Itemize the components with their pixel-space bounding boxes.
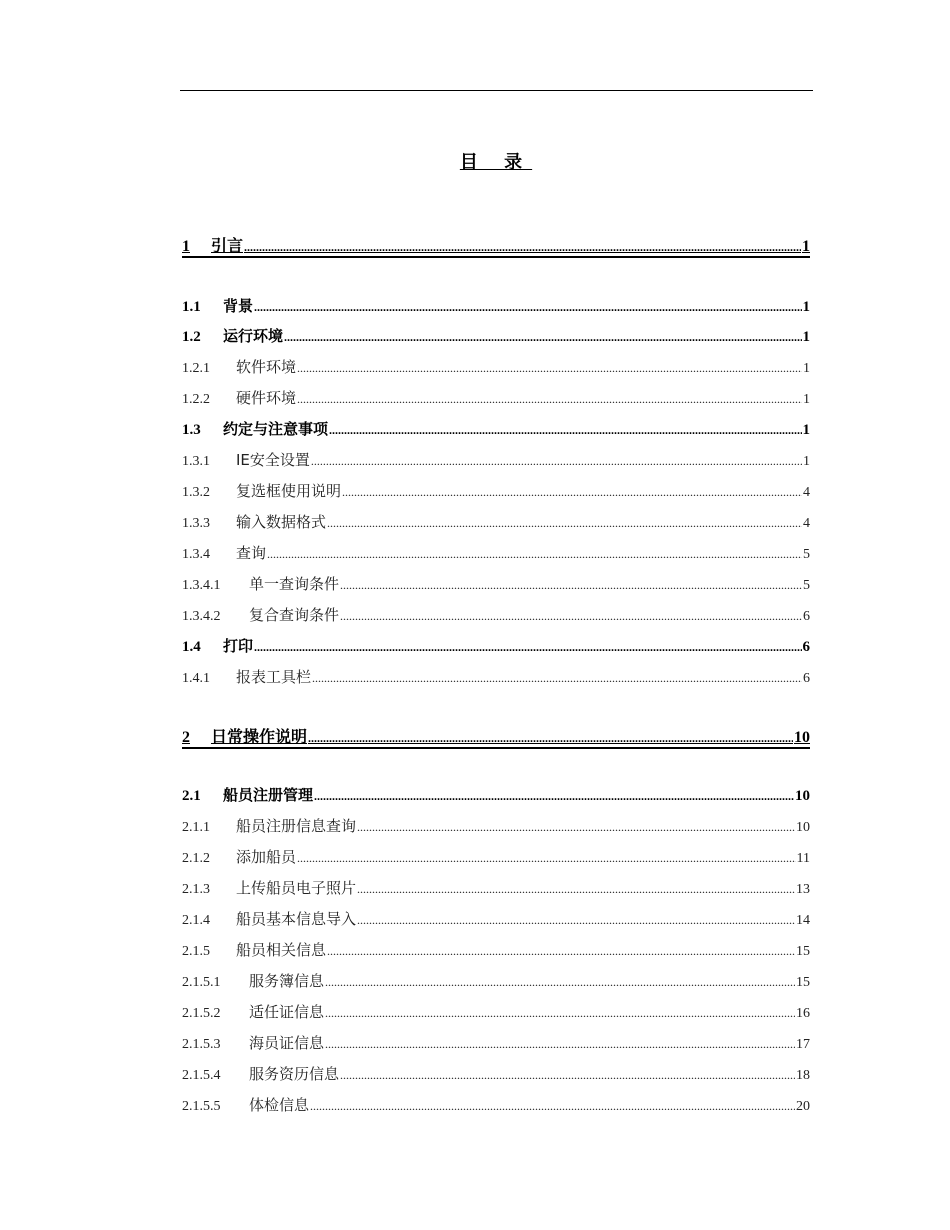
toc-entry-page: 16 <box>796 1006 810 1021</box>
toc-entry-title: 服务簿信息 <box>249 972 325 990</box>
toc-entry-number: 2.1.5.5 <box>182 1099 221 1114</box>
toc-entry-title: 海员证信息 <box>249 1034 325 1052</box>
page-title: 目 录 <box>459 152 533 173</box>
toc-entry-number: 1.3.4.2 <box>182 609 221 624</box>
toc-entry[interactable] <box>182 605 810 625</box>
toc-entry[interactable] <box>182 785 810 805</box>
toc-entry-title: 复选框使用说明 <box>236 482 342 500</box>
toc-entry-number: 2.1 <box>182 788 201 804</box>
toc-entry-page: 1 <box>802 422 810 438</box>
toc-dot-leader <box>340 606 802 626</box>
toc-entry-number: 2 <box>182 729 190 746</box>
toc-dot-leader <box>297 389 802 409</box>
toc-entry-number: 1.2.2 <box>182 392 210 407</box>
toc-entry-page: 4 <box>803 485 810 500</box>
toc-entry-page: 5 <box>803 547 810 562</box>
toc-entry-number: 2.1.5.4 <box>182 1068 221 1083</box>
toc-entry[interactable] <box>182 574 810 594</box>
toc-entry-page: 6 <box>803 609 810 624</box>
toc-entry-page: 1 <box>802 299 810 315</box>
toc-entry[interactable] <box>182 481 810 501</box>
toc-entry-number: 2.1.5 <box>182 944 210 959</box>
toc-entry-number: 2.1.5.3 <box>182 1037 221 1052</box>
toc-dot-leader <box>314 786 794 806</box>
toc-entry[interactable] <box>182 296 810 316</box>
toc-entry-title: 背景 <box>223 297 254 315</box>
toc-entry-number: 1.4 <box>182 639 201 655</box>
toc-entry-title: 船员基本信息导入 <box>236 910 357 928</box>
toc-dot-leader <box>357 910 795 930</box>
toc-dot-leader <box>329 420 801 440</box>
toc-entry-title: 软件环境 <box>236 358 297 376</box>
toc-entry-page: 10 <box>794 729 810 746</box>
toc-entry-title: 约定与注意事项 <box>223 420 329 438</box>
toc-entry[interactable] <box>182 450 810 470</box>
toc-entry-page: 4 <box>803 516 810 531</box>
toc-entry[interactable] <box>182 326 810 346</box>
toc-dot-leader <box>342 482 802 502</box>
toc-entry[interactable] <box>182 1064 810 1084</box>
toc-entry-title: IE安全设置 <box>236 451 310 469</box>
toc-entry-number: 2.1.4 <box>182 913 210 928</box>
toc-entry-page: 1 <box>802 238 810 255</box>
toc-dot-leader <box>357 817 795 837</box>
toc-dot-leader <box>267 544 802 564</box>
toc-entry-title: 添加船员 <box>236 848 297 866</box>
toc-entry[interactable] <box>182 1002 810 1022</box>
toc-entry-page: 11 <box>796 851 810 866</box>
toc-entry[interactable] <box>182 357 810 377</box>
toc-entry[interactable] <box>182 816 810 836</box>
toc-entry-title: 引言 <box>211 236 244 255</box>
toc-dot-leader <box>340 575 802 595</box>
toc-entry-number: 2.1.5.2 <box>182 1006 221 1021</box>
toc-entry[interactable] <box>182 1033 810 1053</box>
toc-entry-number: 1.4.1 <box>182 671 210 686</box>
toc-entry-page: 5 <box>803 578 810 593</box>
toc-entry[interactable] <box>182 667 810 687</box>
toc-entry[interactable] <box>182 543 810 563</box>
toc-entry[interactable] <box>182 909 810 929</box>
toc-entry-number: 1.3 <box>182 422 201 438</box>
toc-entry[interactable] <box>182 940 810 960</box>
toc-entry-number: 1.3.4 <box>182 547 210 562</box>
toc-entry[interactable] <box>182 1095 810 1115</box>
toc-entry[interactable] <box>182 512 810 532</box>
toc-entry-page: 1 <box>803 361 810 376</box>
header-rule <box>180 90 813 91</box>
toc-dot-leader <box>254 297 801 317</box>
toc-dot-leader <box>325 1034 795 1054</box>
toc-entry-title: 体检信息 <box>249 1096 310 1114</box>
toc-dot-leader <box>244 237 801 257</box>
toc-entry-title: 单一查询条件 <box>249 575 340 593</box>
toc-dot-leader <box>297 358 802 378</box>
toc-entry-page: 18 <box>796 1068 810 1083</box>
toc-dot-leader <box>327 513 802 533</box>
toc-dot-leader <box>254 637 801 657</box>
toc-dot-leader <box>312 668 802 688</box>
toc-entry-title: 日常操作说明 <box>211 727 308 746</box>
toc-entry-number: 1.1 <box>182 299 201 315</box>
toc-entry-title: 船员注册信息查询 <box>236 817 357 835</box>
toc-entry-page: 6 <box>803 671 810 686</box>
toc-dot-leader <box>325 972 795 992</box>
toc-entry-number: 2.1.5.1 <box>182 975 221 990</box>
toc-dot-leader <box>357 879 795 899</box>
toc-entry[interactable] <box>182 971 810 991</box>
toc-dot-leader <box>325 1003 795 1023</box>
toc-entry-title: 硬件环境 <box>236 389 297 407</box>
toc-entry-title: 适任证信息 <box>249 1003 325 1021</box>
toc-entry-page: 1 <box>803 454 810 469</box>
toc-entry[interactable] <box>182 727 810 749</box>
toc-entry-title: 船员相关信息 <box>236 941 327 959</box>
toc-entry-number: 1 <box>182 238 190 255</box>
toc-entry-title: 船员注册管理 <box>223 786 314 804</box>
toc-entry-title: 运行环境 <box>223 327 284 345</box>
toc-entry-number: 1.3.3 <box>182 516 210 531</box>
toc-entry-page: 15 <box>796 944 810 959</box>
toc-entry-page: 17 <box>796 1037 810 1052</box>
toc-entry-title: 报表工具栏 <box>236 668 312 686</box>
toc-entry-page: 14 <box>796 913 810 928</box>
toc-entry-title: 服务资历信息 <box>249 1065 340 1083</box>
toc-entry[interactable] <box>182 419 810 439</box>
toc-entry-number: 2.1.3 <box>182 882 210 897</box>
toc-entry-title: 复合查询条件 <box>249 606 340 624</box>
toc-dot-leader <box>284 327 801 347</box>
toc-entry-page: 10 <box>796 820 810 835</box>
toc-entry-page: 15 <box>796 975 810 990</box>
toc-entry-title: 输入数据格式 <box>236 513 327 531</box>
toc-entry-page: 13 <box>796 882 810 897</box>
toc-entry-page: 1 <box>802 329 810 345</box>
toc-entry-page: 6 <box>802 639 810 655</box>
toc-dot-leader <box>311 451 802 471</box>
toc-entry-page: 20 <box>796 1099 810 1114</box>
toc-entry-number: 1.3.1 <box>182 454 210 469</box>
toc-entry[interactable] <box>182 636 810 656</box>
toc-entry[interactable] <box>182 878 810 898</box>
toc-entry-number: 1.2 <box>182 329 201 345</box>
toc-dot-leader <box>310 1096 795 1116</box>
toc-entry-title: 打印 <box>223 637 254 655</box>
toc-entry-page: 1 <box>803 392 810 407</box>
toc-entry[interactable] <box>182 236 810 258</box>
toc-entry-number: 1.3.4.1 <box>182 578 221 593</box>
toc-dot-leader <box>327 941 795 961</box>
toc-entry-title: 查询 <box>236 544 267 562</box>
toc-entry-number: 2.1.2 <box>182 851 210 866</box>
toc-entry[interactable] <box>182 847 810 867</box>
toc-entry-page: 10 <box>795 788 810 804</box>
toc-dot-leader <box>308 728 793 748</box>
toc-entry-title: 上传船员电子照片 <box>236 879 357 897</box>
toc-dot-leader <box>340 1065 795 1085</box>
toc-entry-number: 1.3.2 <box>182 485 210 500</box>
toc-entry-number: 2.1.1 <box>182 820 210 835</box>
toc-entry-number: 1.2.1 <box>182 361 210 376</box>
toc-dot-leader <box>297 848 796 868</box>
toc-entry[interactable] <box>182 388 810 408</box>
